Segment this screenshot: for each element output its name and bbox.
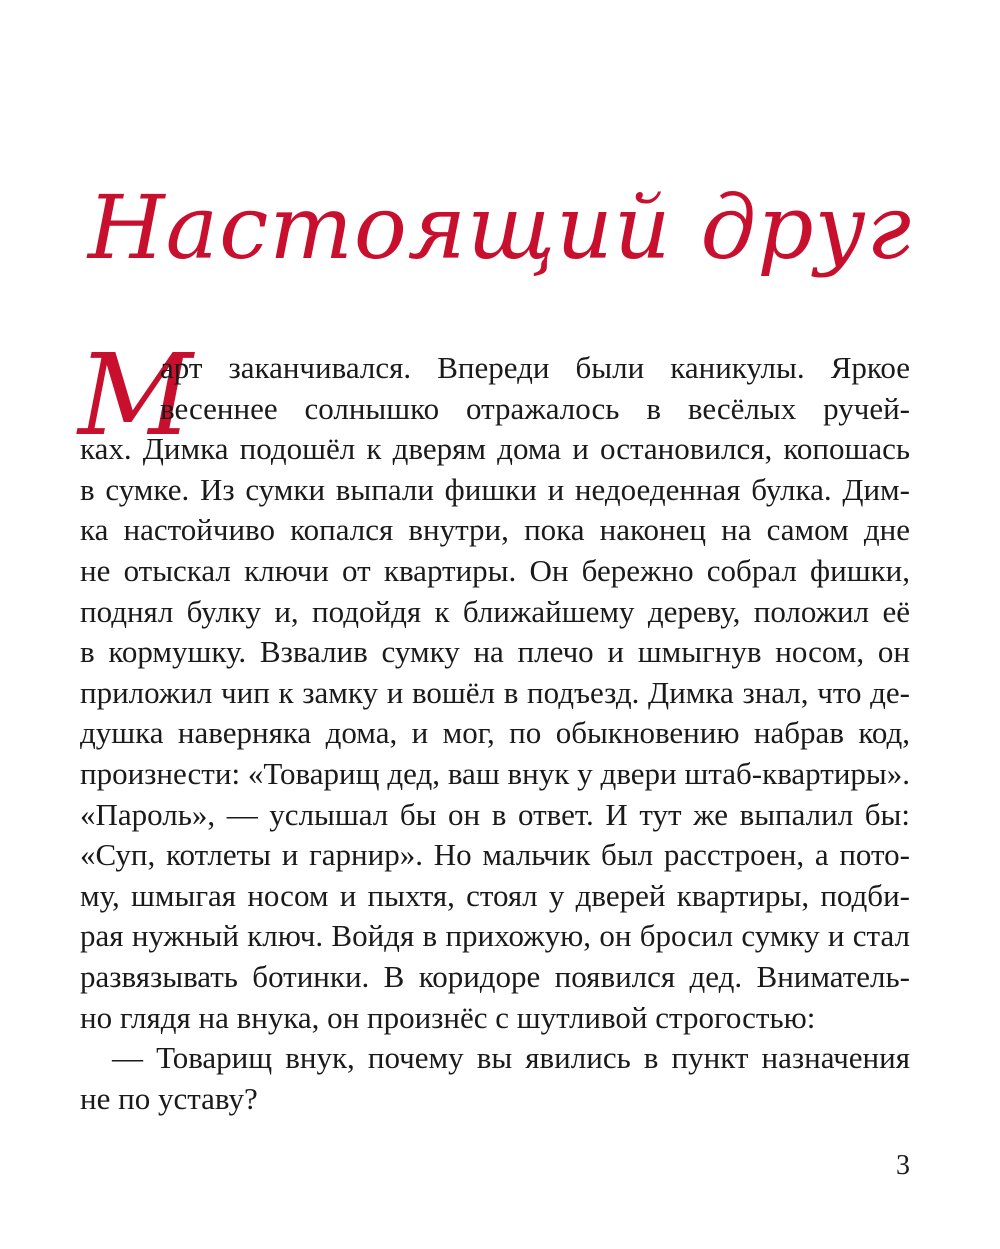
text-line: рая нужный ключ. Войдя в прихожую, он бросил сумку и стал — [80, 918, 910, 954]
text-line: но глядя на внука, он произнёс с шутливой строгостью: — [80, 999, 816, 1035]
text-line: ках. Димка подошёл к дверям дома и остановился, копошась — [80, 431, 910, 467]
text-line: арт заканчивался. Впереди были каникулы. Яркое — [160, 350, 910, 385]
page-number: 3 — [896, 1150, 910, 1181]
text-line: весеннее солнышко отражалось в весёлых ручей- — [160, 390, 910, 426]
text-line: в сумке. Из сумки выпали фишки и недоеденная булка. Дим- — [80, 471, 910, 507]
drop-cap: М — [78, 331, 193, 461]
text-line: поднял булку и, подойдя к ближайшему дереву, положил её — [80, 593, 910, 629]
text-line: му, шмыгая носом и пыхтя, стоял у дверей квартиры, подби- — [80, 877, 910, 913]
text-line: не по уставу? — [80, 1080, 258, 1116]
text-line: ка настойчиво копался внутри, пока наконец на самом дне — [80, 512, 910, 548]
text-line: произнести: «Товарищ дед, ваш внук у двери штаб-квартиры». — [80, 755, 910, 791]
text-line: «Пароль», — услышал бы он в ответ. И тут же выпалил бы: — [80, 796, 910, 832]
text-line: не отыскал ключи от квартиры. Он бережно собрал фишки, — [80, 552, 910, 588]
text-line: — Товарищ внук, почему вы явились в пункт назначения — [112, 1040, 910, 1076]
text-line: душка наверняка дома, и мог, по обыкновению набрав код, — [80, 715, 910, 751]
text-line: «Суп, котлеты и гарнир». Но мальчик был расстроен, а пото- — [80, 837, 910, 873]
text-line: приложил чип к замку и вошёл в подъезд. Димка знал, что де- — [80, 674, 910, 710]
text-line: развязывать ботинки. В коридоре появился дед. Вниматель- — [80, 958, 910, 994]
text-line: в кормушку. Взвалив сумку на плечо и шмыгнув носом, он — [80, 634, 910, 670]
body-text — [80, 348, 910, 1119]
chapter-title: Настоящий друг — [87, 176, 913, 279]
